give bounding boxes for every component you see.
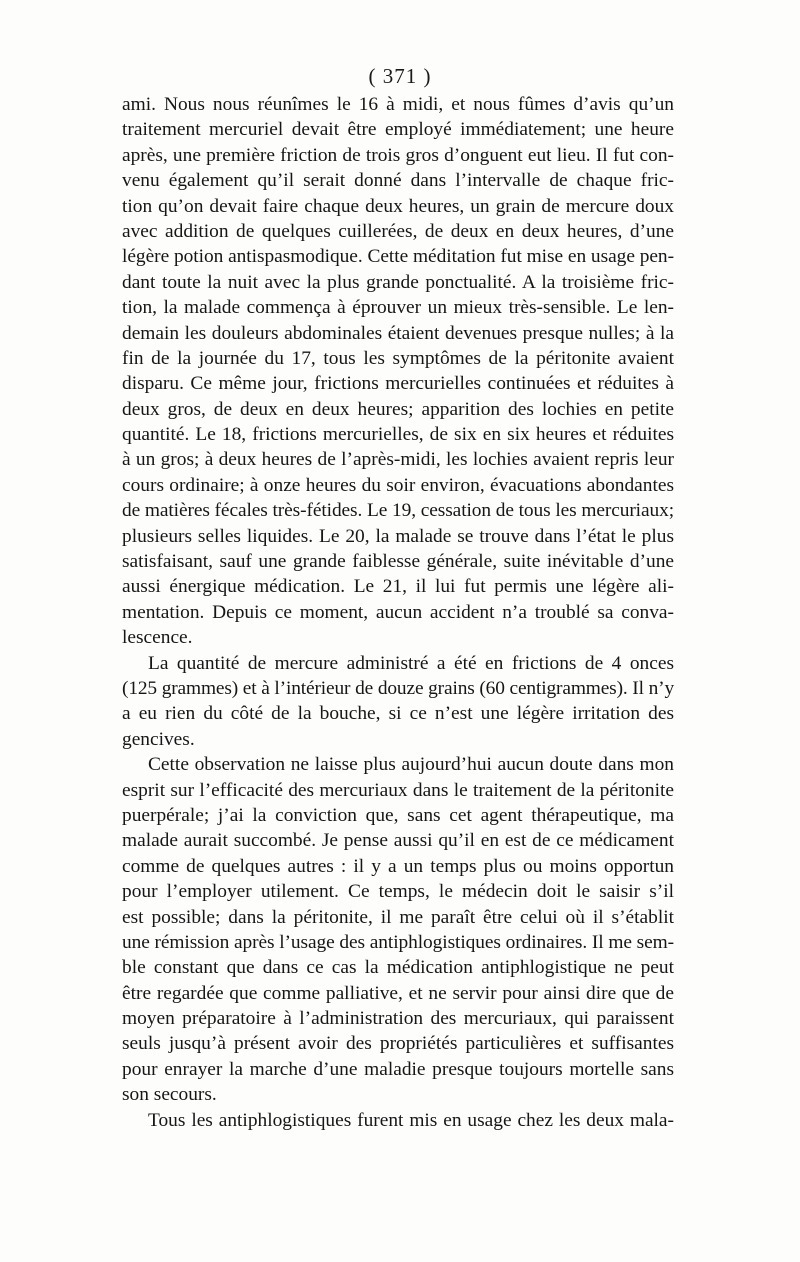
text-line: traitement mercuriel devait être employé immédiatement; une heure: [122, 119, 674, 141]
text-line: satisfaisant, sauf une grande faiblesse générale, suite inévitable d’une: [122, 551, 674, 573]
text-line: venu également qu’il serait donné dans l’intervalle de chaque fric-: [122, 170, 674, 192]
text-line: seuls jusqu’à présent avoir des propriétés particulières et suffisantes: [122, 1033, 674, 1055]
text-line: est possible; dans la péritonite, il me paraît être celui où il s’établit: [122, 906, 674, 928]
text-line: tion, la malade commença à éprouver un mieux très-sensible. Le len-: [122, 297, 674, 319]
text-line: a eu rien du côté de la bouche, si ce n’est une légère irritation des: [122, 703, 674, 725]
text-line: son secours.: [122, 1084, 217, 1106]
text-line: plusieurs selles liquides. Le 20, la malade se trouve dans l’état le plus: [122, 525, 674, 547]
text-line: une rémission après l’usage des antiphlogistiques ordinaires. Il me sem-: [122, 931, 674, 953]
body-text: [122, 92, 674, 1133]
text-line: aussi énergique médication. Le 21, il lui fut permis une légère ali-: [122, 576, 674, 598]
text-line: avec addition de quelques cuillerées, de deux en deux heures, d’une: [122, 220, 674, 242]
text-line: ble constant que dans ce cas la médication antiphlogistique ne peut: [122, 957, 674, 979]
text-line: mentation. Depuis ce moment, aucun accident n’a troublé sa conva-: [122, 601, 674, 623]
text-line: ami. Nous nous réunîmes le 16 à midi, et nous fûmes d’avis qu’un: [122, 94, 674, 115]
text-line: deux gros, de deux en deux heures; apparition des lochies en petite: [122, 398, 674, 420]
text-line: à un gros; à deux heures de l’après-midi, les lochies avaient repris leur: [122, 449, 674, 471]
text-line: Cette observation ne laisse plus aujourd’hui aucun doute dans mon: [148, 754, 674, 776]
text-line: pour l’employer utilement. Ce temps, le médecin doit le saisir s’il: [122, 881, 674, 903]
text-line: (125 grammes) et à l’intérieur de douze grains (60 centigrammes). Il n’y: [122, 677, 674, 699]
text-line: quantité. Le 18, frictions mercurielles, de six en six heures et réduites: [122, 424, 674, 446]
text-line: puerpérale; j’ai la conviction que, sans cet agent thérapeutique, ma: [122, 804, 674, 826]
text-line: comme de quelques autres : il y a un temps plus ou moins opportun: [122, 855, 674, 877]
text-line: être regardée que comme palliative, et ne servir pour ainsi dire que de: [122, 982, 674, 1004]
text-line: cours ordinaire; à onze heures du soir environ, évacuations abondantes: [122, 474, 674, 496]
text-line: dant toute la nuit avec la plus grande ponctualité. A la troisième fric-: [122, 271, 674, 293]
text-line: tion qu’on devait faire chaque deux heures, un grain de mercure doux: [122, 195, 674, 217]
text-line: esprit sur l’efficacité des mercuriaux dans le traitement de la péritonite: [122, 779, 674, 801]
text-line: disparu. Ce même jour, frictions mercurielles continuées et réduites à: [122, 373, 674, 395]
text-line: fin de la journée du 17, tous les symptômes de la péritonite avaient: [122, 347, 674, 369]
text-line: malade aurait succombé. Je pense aussi qu’il en est de ce médicament: [122, 830, 674, 852]
text-line: de matières fécales très-fétides. Le 19, cessation de tous les mercuriaux;: [122, 500, 674, 522]
text-line: Tous les antiphlogistiques furent mis en usage chez les deux mala-: [148, 1109, 674, 1131]
text-line: demain les douleurs abdominales étaient devenues presque nulles; à la: [122, 322, 674, 344]
text-line: gencives.: [122, 728, 195, 750]
text-line: légère potion antispasmodique. Cette méditation fut mise en usage pen-: [122, 246, 674, 268]
text-line: lescence.: [122, 627, 193, 649]
text-line: La quantité de mercure administré a été en frictions de 4 onces: [148, 652, 674, 674]
text-line: pour enrayer la marche d’une maladie presque toujours mortelle sans: [122, 1058, 674, 1080]
text-line: moyen préparatoire à l’administration des mercuriaux, qui paraissent: [122, 1008, 674, 1030]
page-number: ( 371 ): [368, 64, 432, 88]
text-line: après, une première friction de trois gros d’onguent eut lieu. Il fut con-: [122, 144, 674, 166]
